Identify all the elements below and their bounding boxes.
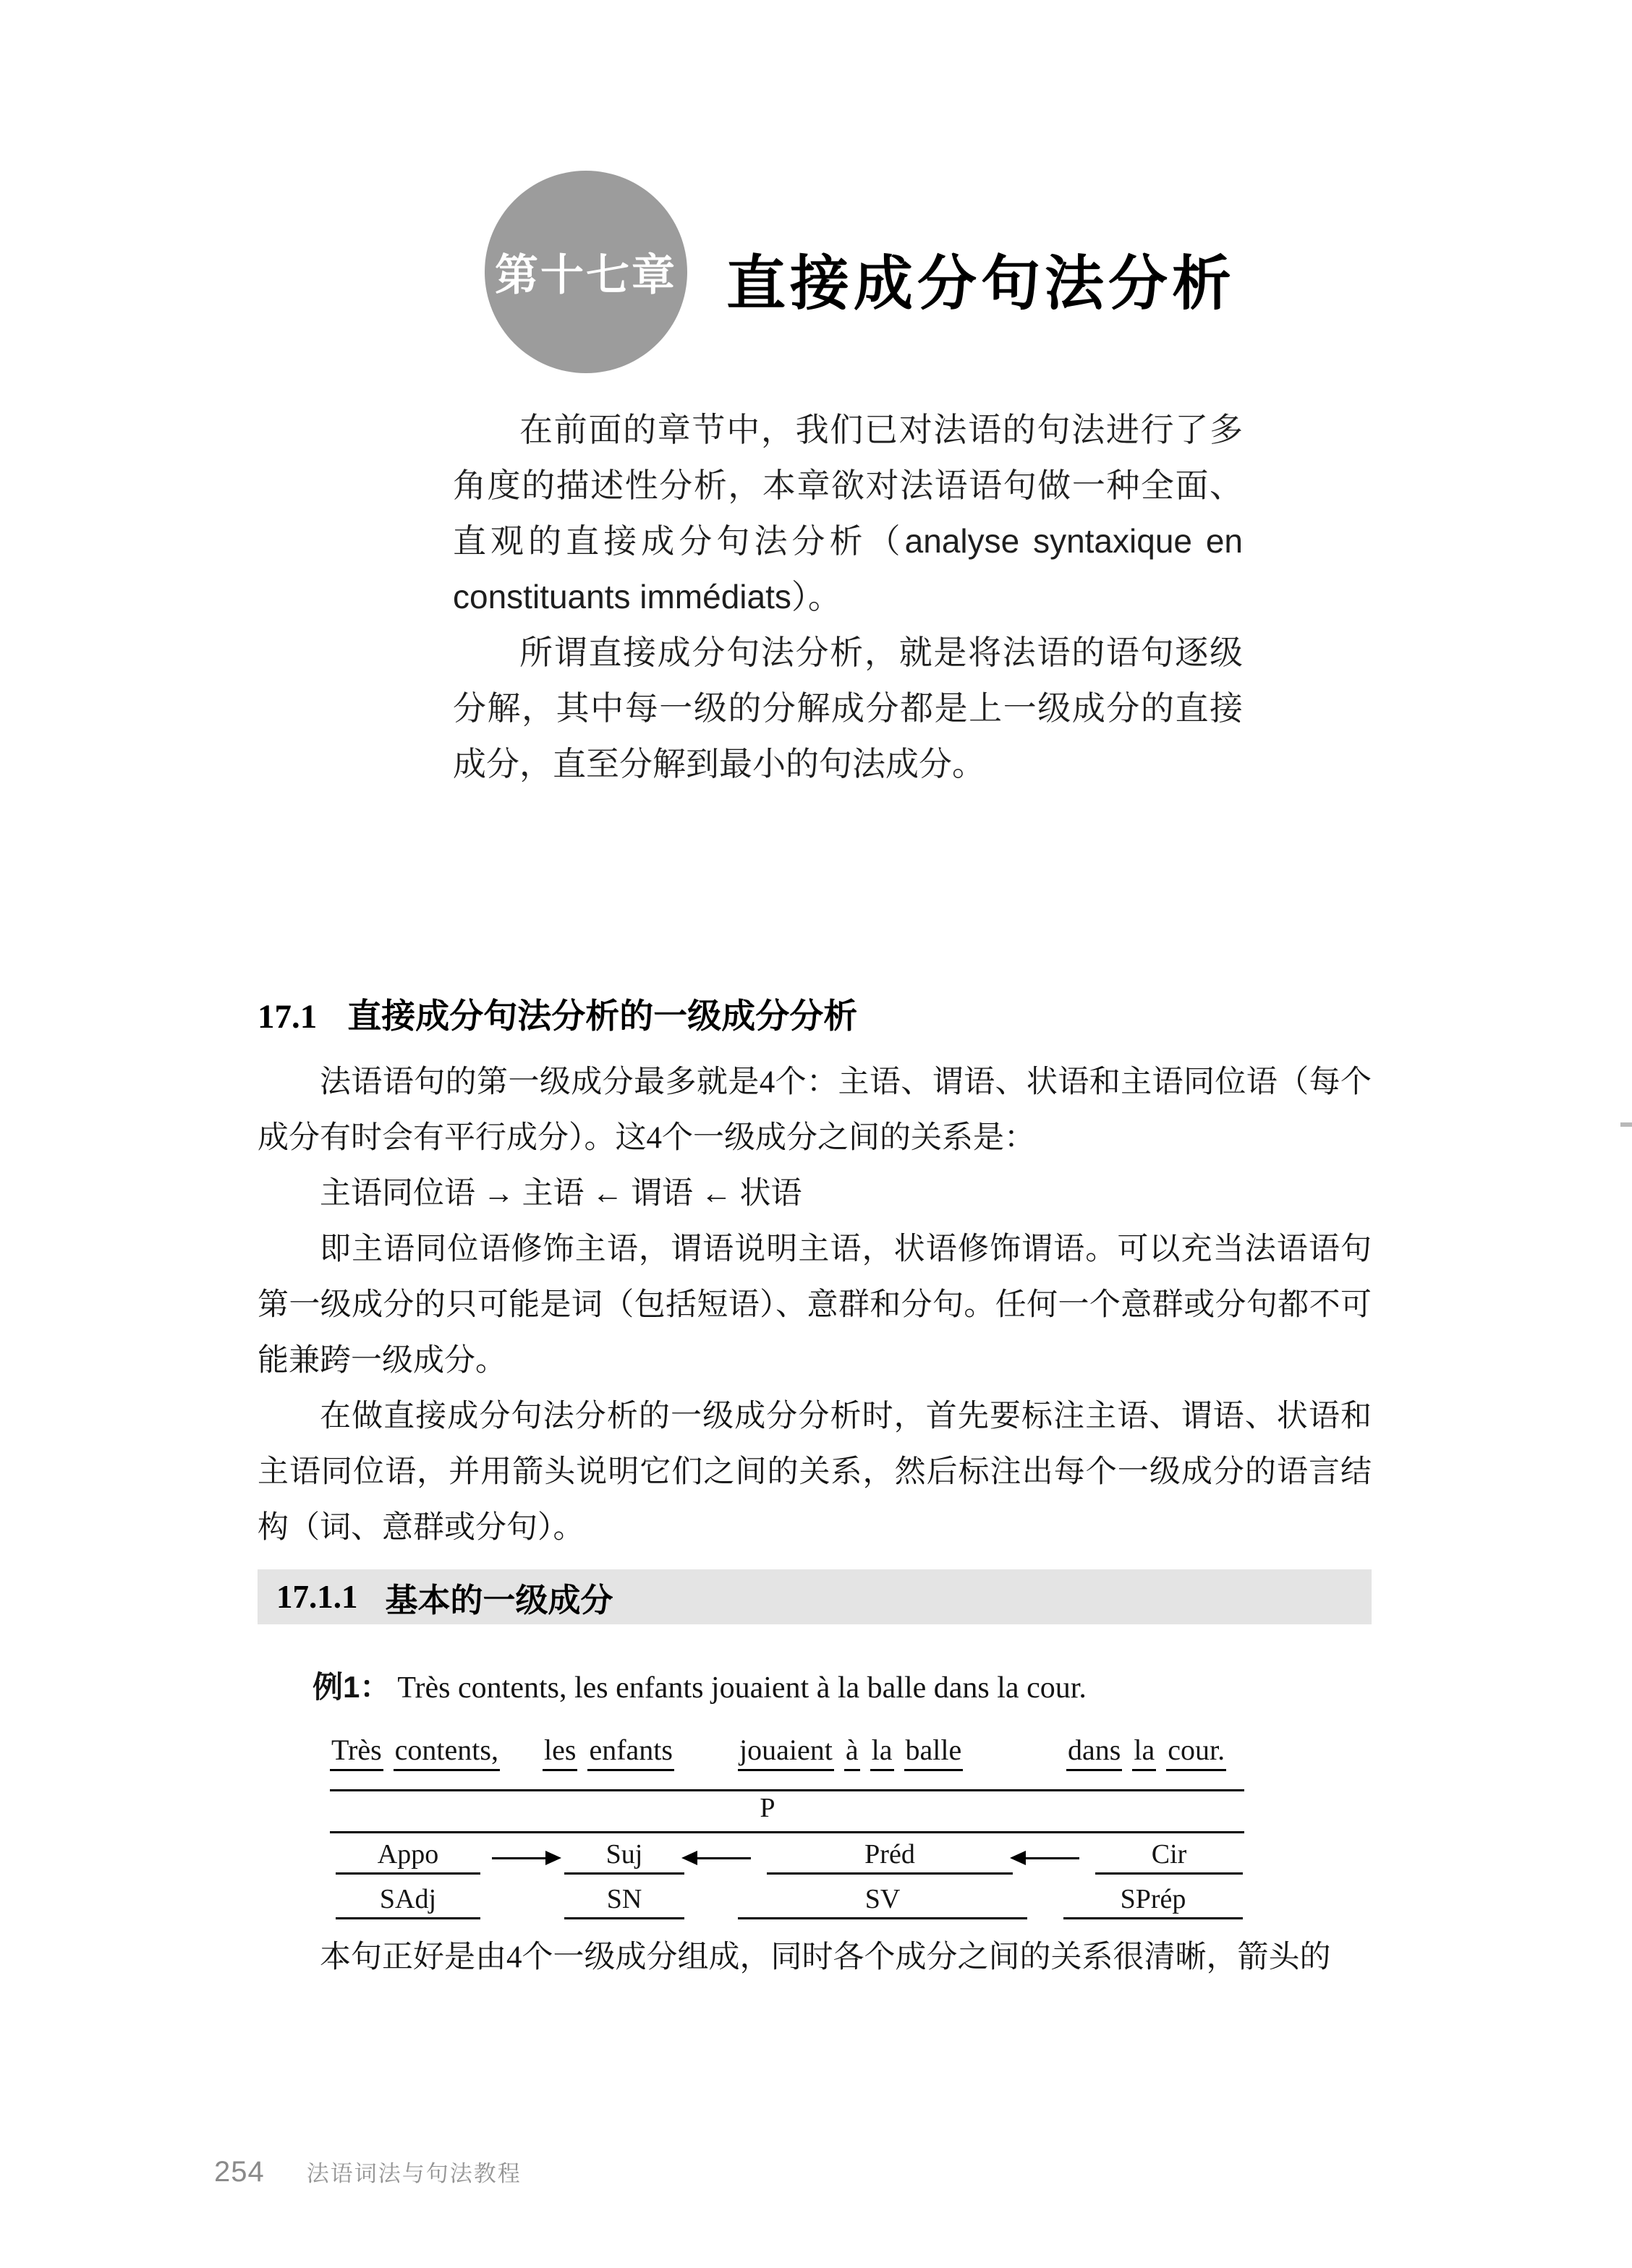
body-paragraph: 法语语句的第一级成分最多就是4个：主语、谓语、状语和主语同位语（每个成分有时会有平行成分）。这4个一级成分之间的关系是： <box>258 1065 1372 1155</box>
word-group-cir <box>1066 1733 1226 1771</box>
diagram-word: les <box>543 1733 577 1771</box>
arrow-left-icon <box>696 1857 751 1859</box>
diagram-word: enfants <box>587 1733 674 1771</box>
body-paragraph: 即主语同位语修饰主语，谓语说明主语，状语修饰谓语。可以充当法语语句第一级成分的只可能是词（包括短语）、意群和分句。任何一个意群或分句都不可能兼跨一级成分。 <box>258 1232 1372 1378</box>
section-number: 17.1 <box>258 998 318 1036</box>
section-title: 直接成分句法分析的一级成分分析 <box>347 998 858 1036</box>
diagram-word: la <box>870 1733 894 1771</box>
diagram-word: contents, <box>394 1733 500 1771</box>
p-level-line-top <box>330 1789 1244 1791</box>
role-suj: Suj <box>564 1838 684 1875</box>
example-label: 例1： <box>313 1670 391 1704</box>
section-heading <box>258 989 857 1038</box>
relation-formula-line: 主语同位语 → 主语 ← 谓语 ← 状语 <box>320 1177 802 1211</box>
arrow-right-icon <box>492 1857 547 1859</box>
example-sentence-line <box>313 1663 1087 1707</box>
chapter-intro <box>453 402 1243 792</box>
diagram-word: dans <box>1066 1733 1122 1771</box>
diagram-word: à <box>844 1733 860 1771</box>
structure-sn: SN <box>564 1883 684 1919</box>
chapter-badge-circle <box>485 171 687 373</box>
role-cir: Cir <box>1095 1838 1243 1875</box>
role-appo: Appo <box>336 1838 480 1875</box>
example-sentence: Très contents, les enfants jouaient à la balle dans la cour. <box>397 1671 1087 1705</box>
structure-sprep: SPrép <box>1063 1883 1243 1919</box>
intro-paragraph: 所谓直接成分句法分析，就是将法语的语句逐级分解，其中每一级的分解成分都是上一级成分的直接成分，直至分解到最小的句法成分。 <box>453 634 1243 783</box>
role-pred: Préd <box>767 1838 1013 1875</box>
section-body <box>258 1054 1372 1556</box>
arrow-left-icon <box>1024 1857 1079 1859</box>
closing-paragraph: 本句正好是由4个一级成分组成，同时各个成分之间的关系很清晰，箭头的 <box>320 1940 1331 1974</box>
subsection-heading <box>258 1569 1372 1624</box>
book-title: 法语词法与句法教程 <box>306 2161 522 2186</box>
chapter-title: 直接成分句法分析 <box>726 251 1236 317</box>
structure-sadj: SAdj <box>336 1883 480 1919</box>
word-group-suj <box>543 1733 674 1771</box>
diagram-word: cour. <box>1166 1733 1226 1771</box>
subsection-title: 基本的一级成分 <box>385 1582 613 1619</box>
chapter-badge-label: 第十七章 <box>495 251 677 299</box>
word-group-appo <box>330 1733 500 1771</box>
word-group-pred <box>738 1733 963 1771</box>
p-label: P <box>760 1793 775 1823</box>
diagram-word: la <box>1132 1733 1156 1771</box>
page-edge-mark <box>1620 1122 1632 1127</box>
diagram-word: balle <box>904 1733 964 1771</box>
page-footer <box>214 2155 522 2188</box>
diagram-word: Très <box>330 1733 383 1771</box>
p-level-line-bottom <box>330 1831 1244 1833</box>
intro-paragraph: 在前面的章节中，我们已对法语的句法进行了多角度的描述性分析，本章欲对法语语句做一种全面、直观的直接成分句法分析（analyse syntaxique en constituants immédiats）。 <box>453 411 1243 615</box>
constituent-analysis-diagram <box>330 1733 1249 1927</box>
body-paragraph: 在做直接成分句法分析的一级成分分析时，首先要标注主语、谓语、状语和主语同位语，并用箭头说明它们之间的关系，然后标注出每个一级成分的语言结构（词、意群或分句）。 <box>258 1399 1372 1545</box>
page-number: 254 <box>214 2156 265 2188</box>
structure-sv: SV <box>738 1883 1027 1919</box>
diagram-word: jouaient <box>738 1733 834 1771</box>
subsection-number: 17.1.1 <box>276 1579 358 1615</box>
